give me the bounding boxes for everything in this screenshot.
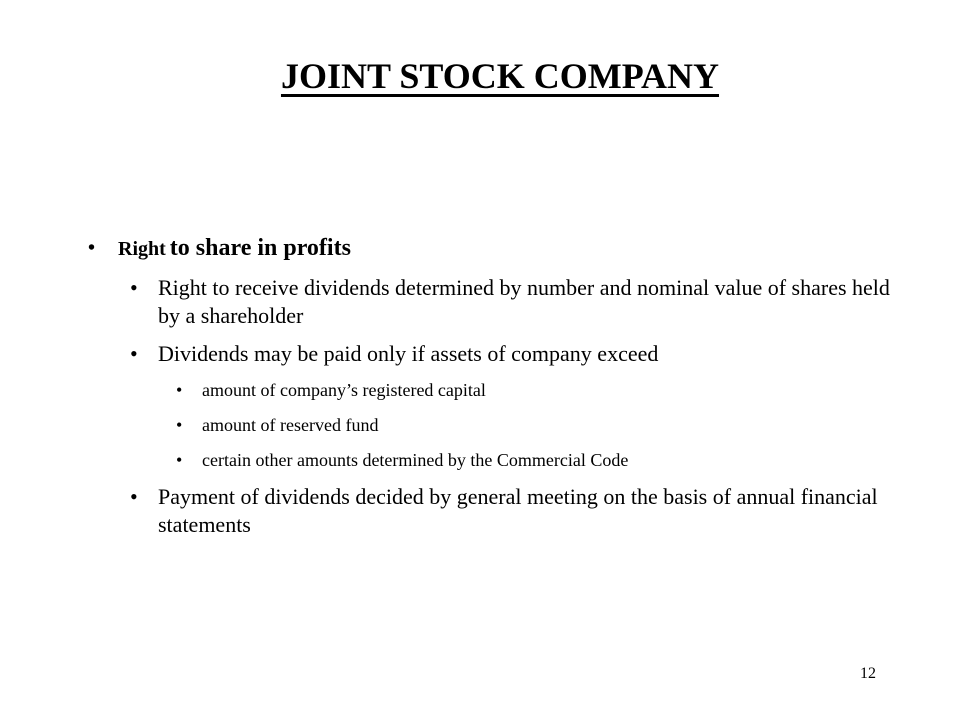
bullet-icon: • (176, 450, 183, 470)
bullet-icon: • (130, 341, 138, 366)
bullet-icon: • (176, 415, 183, 435)
heading-bullet-item (80, 228, 900, 268)
bullet-icon: • (88, 237, 96, 259)
page-number: 12 (860, 665, 876, 682)
sublist-item-text: certain other amounts determined by the Commercial Code (202, 450, 629, 470)
list-item-text: Dividends may be paid only if assets of company exceed (158, 341, 659, 366)
sublist-item-other-amounts (80, 448, 900, 472)
list-item-dividends-condition (80, 340, 900, 368)
sublist-item-text: amount of reserved fund (202, 415, 379, 435)
list-item-dividends-right (80, 274, 900, 330)
sublist-item-reserved-fund (80, 413, 900, 437)
list-item-payment-decision (80, 483, 900, 539)
heading-word-small: Right (118, 238, 166, 260)
list-item-text: Right to receive dividends determined by number and nominal value of shares held by a shareholder (158, 275, 890, 328)
sublist-item-registered-capital (80, 378, 900, 402)
slide-content (80, 228, 900, 549)
list-item-text: Payment of dividends decided by general meeting on the basis of annual financial statements (158, 484, 878, 537)
bullet-icon: • (176, 380, 183, 400)
bullet-icon: • (130, 484, 138, 509)
heading-word-large: to share in profits (169, 235, 351, 261)
slide-title: JOINT STOCK COMPANY (280, 56, 720, 96)
bullet-icon: • (130, 275, 138, 300)
sublist-item-text: amount of company’s registered capital (202, 380, 486, 400)
